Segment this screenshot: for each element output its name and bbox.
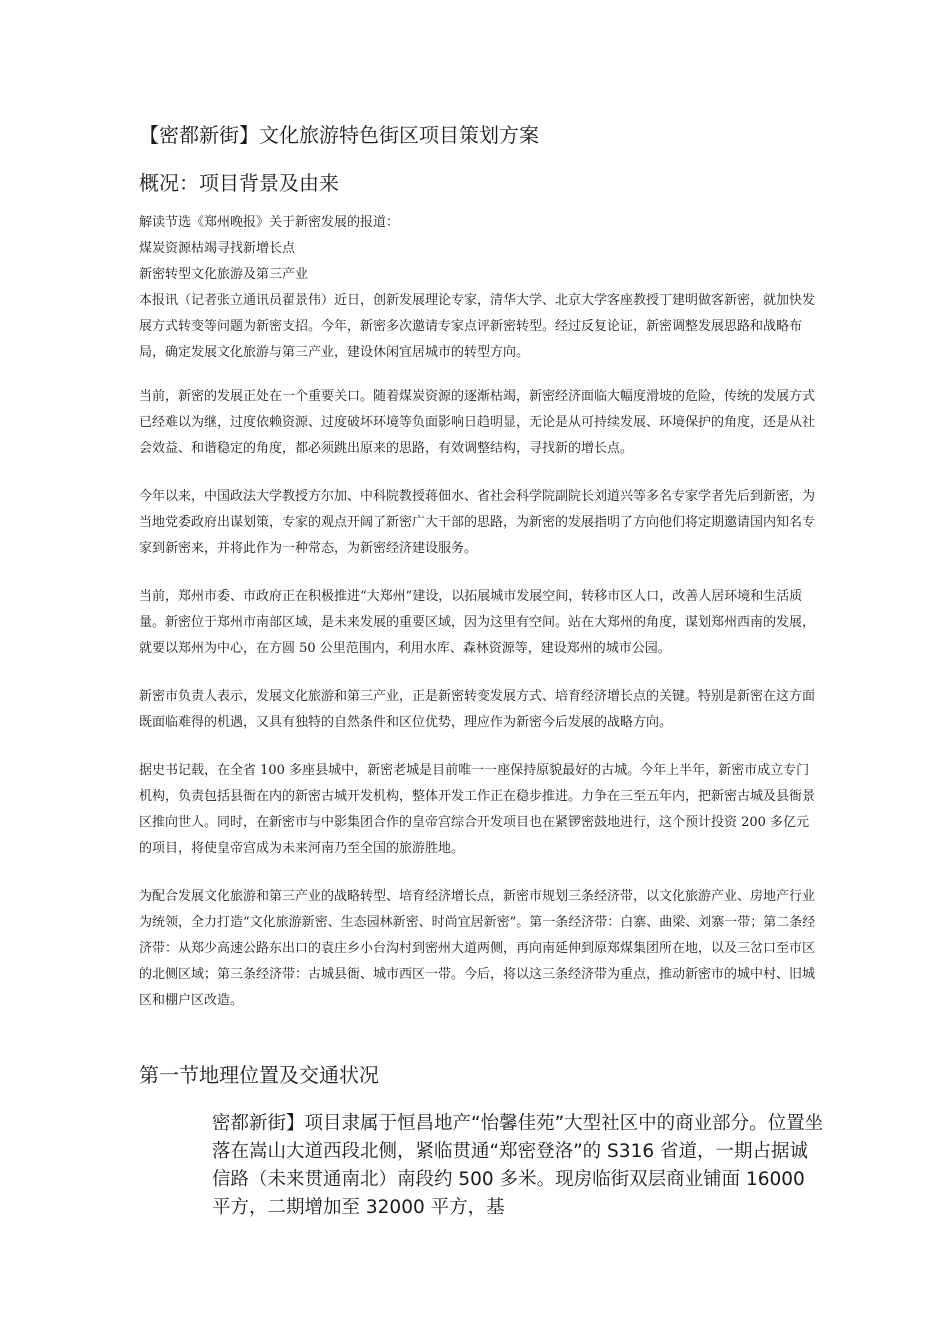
paragraph: 当前，郑州市委、市政府正在积极推进“大郑州”建设，以拓展城市发展空间，转移市区人口，改善人居环境和生活质量。新密位于郑州市南部区域，是未来发展的重要区域，因为这里有空间。站在大郑州的角度，谋划郑州西南的发展，就要以郑州为中心，在方圆 50 公里范围内，利用水库、森林资源等，建设郑州的城市公园。 [139,589,816,656]
section-paragraph: 密都新街】项目隶属于恒昌地产“怡馨佳苑”大型社区中的商业部分。位置坐落在嵩山大道西段北侧，紧临贯通“郑密登洛”的 S316 省道，一期占据诚信路（未来贯通南北）南段约 500 多米。现房临街双层商业铺面 16000 平方，二期增加至 32000 平方，基 [212,1113,824,1218]
intro-line: 新密转型文化旅游及第三产业 [139,267,309,282]
paragraph: 本报讯（记者张立通讯员翟景伟）近日，创新发展理论专家，清华大学、北京大学客座教授丁建明做客新密，就加快发展方式转变等问题为新密支招。今年，新密多次邀请专家点评新密转型。经过反复论证，新密调整发展思路和战略布局，确定发展文化旅游与第三产业，建设休闲宜居城市的转型方向。 [139,293,816,360]
document-title: 【密都新街】文化旅游特色街区项目策划方案 [139,123,539,147]
intro-block [139,210,819,366]
paragraph: 新密市负责人表示，发展文化旅游和第三产业，正是新密转变发展方式、培育经济增长点的关键。特别是新密在这方面既面临难得的机遇，又具有独特的自然条件和区位优势，理应作为新密今后发展的战略方向。 [139,689,816,730]
paragraph: 据史书记载，在全省 100 多座县城中，新密老城是目前唯一一座保持原貌最好的古城。今年上半年，新密市成立专门机构，负责包括县衙在内的新密古城开发机构，整体开发工作正在稳步推进。力争在三至五年内，把新密古城及县衙景区推向世人。同时，在新密市与中影集团合作的皇帝宫综合开发项目也在紧锣密鼓地进行，这个预计投资 200 多亿元的项目，将使皇帝宫成为未来河南乃至全国的旅游胜地。 [139,763,816,856]
paragraph: 今年以来，中国政法大学教授方尔加、中科院教授蒋佃水、省社会科学院副院长刘道兴等多名专家学者先后到新密，为当地党委政府出谋划策，专家的观点开阔了新密广大干部的思路，为新密的发展指明了方向他们将定期邀请国内知名专家到新密来，并将此作为一种常态，为新密经济建设服务。 [139,489,816,556]
overview-heading: 概况：项目背景及由来 [139,171,339,195]
paragraph: 当前，新密的发展正处在一个重要关口。随着煤炭资源的逐渐枯竭，新密经济面临大幅度滑坡的危险，传统的发展方式已经难以为继，过度依赖资源、过度破坏环境等负面影响日趋明显，无论是从可持续发展、环境保护的角度，还是从社会效益、和谐稳定的角度，都必须跳出原来的思路，有效调整结构，寻找新的增长点。 [139,389,816,456]
intro-line: 煤炭资源枯竭寻找新增长点 [139,241,296,256]
section-heading: 第一节地理位置及交通状况 [139,1063,379,1087]
paragraph: 为配合发展文化旅游和第三产业的战略转型、培育经济增长点，新密市规划三条经济带，以文化旅游产业、房地产行业为统领，全力打造“文化旅游新密、生态园林新密、时尚宜居新密”。第一条经济带：白寨、曲梁、刘寨一带；第二条经济带：从郑少高速公路东出口的袁庄乡小台沟村到密州大道两侧，再向南延伸到原郑煤集团所在地，以及三岔口至市区的北侧区域；第三条经济带：古城县衙、城市西区一带。今后，将以这三条经济带为重点，推动新密市的城中村、旧城区和棚户区改造。 [139,889,816,1008]
intro-line: 解读节选《郑州晚报》关于新密发展的报道： [139,215,400,230]
